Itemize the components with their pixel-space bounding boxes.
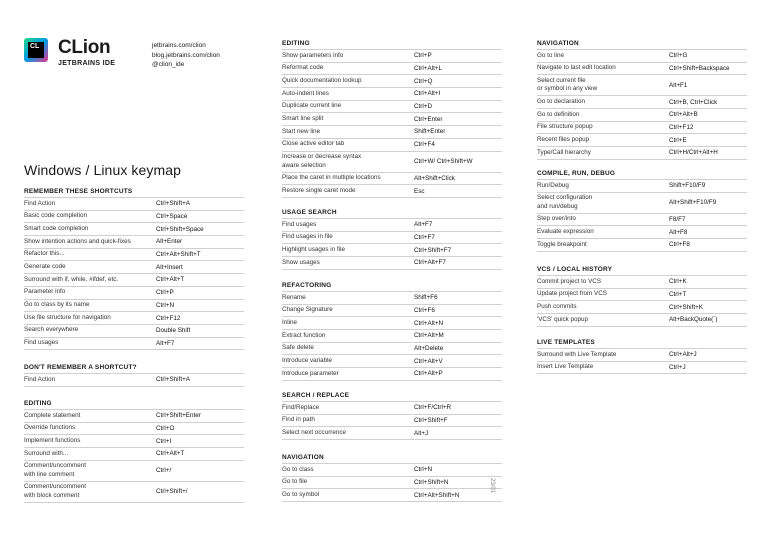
shortcut-row — [537, 349, 747, 362]
section-title: SEARCH / REPLACE — [282, 390, 502, 402]
shortcut-row — [24, 300, 244, 313]
shortcut-row — [282, 101, 502, 114]
shortcut-keys: Ctrl+Shift+F — [414, 417, 448, 425]
section-title: NAVIGATION — [282, 452, 502, 464]
shortcut-row — [24, 287, 244, 300]
shortcut-action: Parameter info — [24, 288, 66, 296]
section-navigation — [537, 38, 747, 160]
shortcut-row — [24, 249, 244, 262]
shortcut-row — [537, 239, 747, 252]
shortcut-action: Find usages in file — [282, 233, 333, 241]
shortcut-action: Comment/uncomment with line comment — [24, 462, 86, 478]
shortcut-row — [537, 289, 747, 302]
shortcut-keys: Ctrl+Shift+Backspace — [669, 65, 730, 73]
section-editing-left — [24, 398, 244, 503]
shortcut-row — [24, 423, 244, 436]
shortcut-action: Select current file or symbol in any view — [537, 76, 598, 93]
section-compile-run-debug — [537, 168, 747, 252]
shortcut-action: Step over/into — [537, 215, 576, 223]
shortcut-row — [537, 193, 747, 214]
shortcut-keys: Ctrl+Alt+L — [414, 65, 442, 73]
shortcut-keys: Ctrl+E — [669, 136, 687, 144]
shortcut-keys: Ctrl+Alt+T — [156, 276, 185, 284]
shortcut-keys: Ctrl+F8 — [669, 241, 690, 249]
section-title: COMPILE, RUN, DEBUG — [537, 168, 747, 180]
shortcut-row — [282, 402, 502, 415]
shortcut-keys: Ctrl+Alt+Shift+T — [156, 251, 201, 259]
shortcut-action: Place the caret in multiple locations — [282, 174, 381, 182]
shortcut-keys: Alt+Delete — [414, 345, 444, 353]
section-live-templates — [537, 337, 747, 374]
shortcut-action: Highlight usages in file — [282, 245, 346, 253]
section-title: REFACTORING — [282, 280, 502, 292]
shortcut-action: Implement functions — [24, 436, 81, 444]
shortcut-action: Duplicate current line — [282, 102, 342, 110]
shortcut-action: Generate code — [24, 263, 66, 271]
shortcut-keys: Shift+Enter — [414, 128, 446, 136]
section-title: EDITING — [282, 38, 502, 50]
shortcut-action: Show parameters info — [282, 51, 344, 59]
section-title: VCS / LOCAL HISTORY — [537, 264, 747, 276]
shortcut-row — [537, 122, 747, 135]
shortcut-keys: Ctrl+Shift+Space — [156, 225, 204, 233]
shortcut-keys: Ctrl+W/ Ctrl+Shift+W — [414, 158, 473, 165]
shortcut-keys: Shift+F10/F9 — [669, 182, 706, 190]
shortcut-row — [282, 343, 502, 356]
shortcut-row — [537, 109, 747, 122]
shortcut-action: Comment/uncomment with block comment — [24, 483, 86, 499]
shortcut-keys: Ctrl+G — [669, 52, 688, 60]
section-usage-search — [282, 207, 502, 270]
shortcut-row — [24, 461, 244, 482]
shortcut-action: Increase or decrease syntax aware selection — [282, 153, 362, 169]
shortcut-row — [24, 223, 244, 236]
shortcut-action: Evaluate expression — [537, 227, 594, 235]
shortcut-keys: Ctrl+Shift+Enter — [156, 412, 201, 420]
shortcut-action: Type/Call hierarchy — [537, 148, 591, 156]
section-search-replace — [282, 390, 502, 440]
shortcut-row — [282, 317, 502, 330]
shortcut-keys: Ctrl+B, Ctrl+Click — [669, 98, 718, 106]
shortcut-keys: Ctrl+P — [156, 289, 174, 297]
shortcut-row — [282, 330, 502, 343]
section-title: NAVIGATION — [537, 38, 747, 50]
shortcut-row — [24, 482, 244, 503]
shortcut-row — [282, 355, 502, 368]
shortcut-keys: Ctrl+F7 — [414, 234, 435, 242]
shortcut-row — [537, 276, 747, 289]
shortcut-keys: Ctrl+N — [414, 466, 433, 474]
shortcut-action: Find/Replace — [282, 403, 320, 411]
shortcut-row — [24, 325, 244, 338]
section-title: LIVE TEMPLATES — [537, 337, 747, 349]
shortcut-action: Inline — [282, 318, 298, 326]
shortcut-action: Introduce variable — [282, 357, 333, 365]
shortcut-action: Find Action — [24, 375, 56, 383]
shortcut-action: Close active editor tab — [282, 140, 345, 148]
shortcut-keys: Ctrl+I — [156, 437, 172, 445]
shortcut-action: Push commits — [537, 302, 577, 310]
shortcut-action: Show intention actions and quick-fixes — [24, 237, 131, 245]
shortcut-keys: Alt+BackQuote(`) — [669, 316, 718, 324]
shortcut-action: Complete statement — [24, 411, 81, 419]
shortcut-row — [24, 236, 244, 249]
shortcut-action: Go to definition — [537, 110, 580, 118]
shortcut-action: Auto-indent lines — [282, 89, 329, 97]
shortcut-action: Use file structure for navigation — [24, 313, 111, 321]
section-title: USAGE SEARCH — [282, 207, 502, 219]
shortcut-keys: Ctrl+Alt+P — [414, 370, 443, 378]
shortcut-keys: Alt+Shift+Click — [414, 174, 455, 182]
shortcut-keys: Ctrl+H/Ctrl+Alt+H — [669, 149, 718, 157]
shortcut-action: Insert Live Template — [537, 363, 594, 371]
shortcut-row — [282, 368, 502, 381]
shortcut-action: Restore single caret mode — [282, 186, 356, 194]
shortcut-action: Go to symbol — [282, 490, 320, 498]
brand-subtitle: JETBRAINS IDE — [58, 60, 116, 67]
section-editing — [282, 38, 502, 198]
shortcut-action: Safe delete — [282, 344, 314, 352]
shortcut-action: Introduce parameter — [282, 369, 339, 377]
shortcut-keys: Ctrl+/ — [156, 467, 172, 475]
shortcut-row — [282, 219, 502, 232]
shortcut-keys: Ctrl+J — [669, 364, 686, 372]
shortcut-keys: Ctrl+Alt+B — [669, 111, 698, 119]
shortcut-keys: Ctrl+F12 — [156, 314, 181, 322]
shortcut-action: Surround with Live Template — [537, 350, 617, 358]
shortcut-keys: Ctrl+F/Ctrl+R — [414, 404, 452, 412]
shortcut-row — [24, 274, 244, 287]
links — [152, 41, 220, 70]
shortcut-row — [537, 63, 747, 76]
shortcut-action: File structure popup — [537, 123, 593, 131]
shortcut-row — [537, 362, 747, 375]
shortcut-row — [537, 134, 747, 147]
shortcut-action: Find usages — [282, 220, 317, 228]
shortcut-keys: Ctrl+Shift+N — [414, 479, 449, 487]
shortcut-keys: Ctrl+Shift+/ — [156, 488, 188, 496]
section-navigation-mid — [282, 452, 502, 502]
shortcut-keys: Ctrl+Alt+V — [414, 357, 443, 365]
shortcut-action: Surround with if, while, #ifdef, etc. — [24, 275, 119, 283]
shortcut-row — [282, 257, 502, 270]
shortcut-action: Basic code completion — [24, 212, 88, 220]
shortcut-row — [537, 147, 747, 160]
shortcut-row — [282, 50, 502, 63]
page-title: Windows / Linux keymap — [24, 162, 182, 178]
shortcut-keys: Ctrl+Alt+J — [669, 351, 697, 359]
shortcut-row — [537, 214, 747, 227]
shortcut-row — [282, 477, 502, 490]
shortcut-row — [537, 75, 747, 96]
shortcut-action: Update project from VCS — [537, 290, 607, 298]
shortcut-row — [537, 314, 747, 327]
section-title: DON'T REMEMBER A SHORTCUT? — [24, 362, 244, 374]
shortcut-row — [24, 211, 244, 224]
shortcut-row — [537, 96, 747, 109]
shortcut-keys: Alt+Insert — [156, 263, 183, 271]
shortcut-row — [537, 180, 747, 193]
shortcut-row — [282, 427, 502, 440]
shortcut-row — [282, 152, 502, 173]
logo-text: CL — [28, 42, 44, 58]
shortcut-action: Smart code completion — [24, 224, 89, 232]
shortcut-action: Find Action — [24, 199, 56, 207]
shortcut-action: Go to class — [282, 465, 314, 473]
shortcut-row — [24, 374, 244, 387]
section-vcs — [537, 264, 747, 327]
shortcut-row — [282, 75, 502, 88]
shortcut-action: Run/Debug — [537, 181, 569, 189]
shortcut-row — [24, 410, 244, 423]
shortcut-keys: Ctrl+Enter — [414, 115, 443, 123]
version-label: 23/01 — [489, 478, 495, 494]
shortcut-keys: Ctrl+F6 — [414, 307, 435, 315]
shortcut-action: Select next occurrence — [282, 428, 347, 436]
shortcut-keys: Ctrl+Shift+A — [156, 200, 190, 208]
shortcut-keys: Ctrl+Alt+M — [414, 332, 444, 340]
section-remember — [24, 186, 244, 350]
shortcut-action: Go to file — [282, 478, 308, 486]
shortcut-keys: Ctrl+Shift+K — [669, 303, 703, 311]
shortcut-keys: Ctrl+O — [156, 425, 175, 433]
link-blog[interactable]: blog.jetbrains.com/clion — [152, 51, 220, 59]
shortcut-keys: Ctrl+Q — [414, 77, 433, 85]
shortcut-keys: Ctrl+Shift+F7 — [414, 246, 452, 254]
brand-name: CLion — [58, 37, 111, 58]
shortcut-action: Select configuration and run/debug — [537, 194, 593, 210]
shortcut-action: Commit project to VCS — [537, 277, 602, 285]
shortcut-row — [282, 63, 502, 76]
shortcut-row — [24, 312, 244, 325]
shortcut-action: 'VCS' quick popup — [537, 315, 589, 323]
shortcut-keys: Ctrl+T — [669, 291, 687, 299]
shortcut-keys: Ctrl+N — [156, 301, 175, 309]
shortcut-action: Start new line — [282, 127, 321, 135]
shortcut-row — [282, 185, 502, 198]
shortcut-keys: Esc — [414, 187, 425, 195]
shortcut-row — [282, 305, 502, 318]
shortcut-keys: Alt+F7 — [156, 339, 175, 347]
shortcut-action: Find in path — [282, 416, 315, 424]
shortcut-action: Reformat code — [282, 64, 324, 72]
shortcut-action: Smart line split — [282, 115, 324, 123]
shortcut-row — [537, 226, 747, 239]
shortcut-keys: Alt+F1 — [669, 81, 688, 89]
section-title: EDITING — [24, 398, 244, 410]
shortcut-row — [537, 50, 747, 63]
section-title: REMEMBER THESE SHORTCUTS — [24, 186, 244, 198]
shortcut-keys: Ctrl+Space — [156, 213, 188, 221]
shortcut-keys: Alt+Shift+F10/F9 — [669, 199, 717, 207]
shortcut-action: Go to declaration — [537, 97, 585, 105]
shortcut-keys: Ctrl+Shift+A — [156, 376, 190, 384]
shortcut-keys: Alt+F7 — [414, 221, 433, 229]
shortcut-action: Extract function — [282, 331, 326, 339]
shortcut-row — [282, 126, 502, 139]
section-refactoring — [282, 280, 502, 381]
shortcut-row — [537, 301, 747, 314]
shortcut-keys: F8/F7 — [669, 216, 686, 224]
shortcut-row — [282, 415, 502, 428]
shortcut-keys: Alt+F8 — [669, 228, 688, 236]
shortcut-row — [282, 232, 502, 245]
shortcut-keys: Ctrl+Alt+I — [414, 90, 441, 98]
shortcut-action: Navigate to last edit location — [537, 64, 616, 72]
shortcut-row — [282, 88, 502, 101]
shortcut-keys: Shift+F6 — [414, 294, 438, 302]
shortcut-keys: Ctrl+F4 — [414, 141, 435, 149]
shortcut-row — [24, 448, 244, 461]
shortcut-action: Rename — [282, 293, 306, 301]
shortcut-keys: Ctrl+P — [414, 52, 432, 60]
shortcut-action: Refactor this... — [24, 250, 65, 258]
shortcut-row — [282, 113, 502, 126]
link-twitter[interactable]: @clion_ide — [152, 61, 185, 68]
shortcut-action: Find usages — [24, 339, 59, 347]
shortcut-row — [282, 244, 502, 257]
shortcut-keys: Alt+J — [414, 429, 429, 437]
shortcut-action: Recent files popup — [537, 136, 590, 144]
shortcut-row — [282, 292, 502, 305]
shortcut-keys: Ctrl+K — [669, 278, 687, 286]
shortcut-row — [24, 338, 244, 351]
shortcut-row — [282, 489, 502, 502]
link-site[interactable]: jetbrains.com/clion — [152, 42, 206, 49]
shortcut-action: Go to line — [537, 51, 564, 59]
shortcut-row — [24, 198, 244, 211]
shortcut-row — [24, 435, 244, 448]
shortcut-action: Toggle breakpoint — [537, 240, 587, 248]
shortcut-keys: Double Shift — [156, 327, 191, 335]
shortcut-keys: Ctrl+Alt+T — [156, 450, 185, 458]
shortcut-keys: Alt+Enter — [156, 238, 183, 246]
shortcut-row — [24, 261, 244, 274]
shortcut-row — [282, 464, 502, 477]
shortcut-keys: Ctrl+Alt+F7 — [414, 259, 446, 267]
shortcut-action: Search everywhere — [24, 326, 79, 334]
shortcut-keys: Ctrl+Alt+N — [414, 319, 444, 327]
shortcut-action: Override functions — [24, 424, 76, 432]
shortcut-keys: Ctrl+Alt+Shift+N — [414, 491, 460, 499]
shortcut-action: Go to class by its name — [24, 301, 90, 309]
section-dont-remember — [24, 362, 244, 387]
shortcut-row — [282, 139, 502, 152]
shortcut-row — [282, 173, 502, 186]
shortcut-action: Change Signature — [282, 306, 333, 314]
shortcut-keys: Ctrl+D — [414, 103, 433, 111]
clion-logo-icon — [24, 38, 48, 62]
shortcut-keys: Ctrl+F12 — [669, 124, 694, 132]
shortcut-action: Surround with... — [24, 449, 69, 457]
shortcut-action: Show usages — [282, 258, 320, 266]
shortcut-action: Quick documentation lookup — [282, 76, 362, 84]
